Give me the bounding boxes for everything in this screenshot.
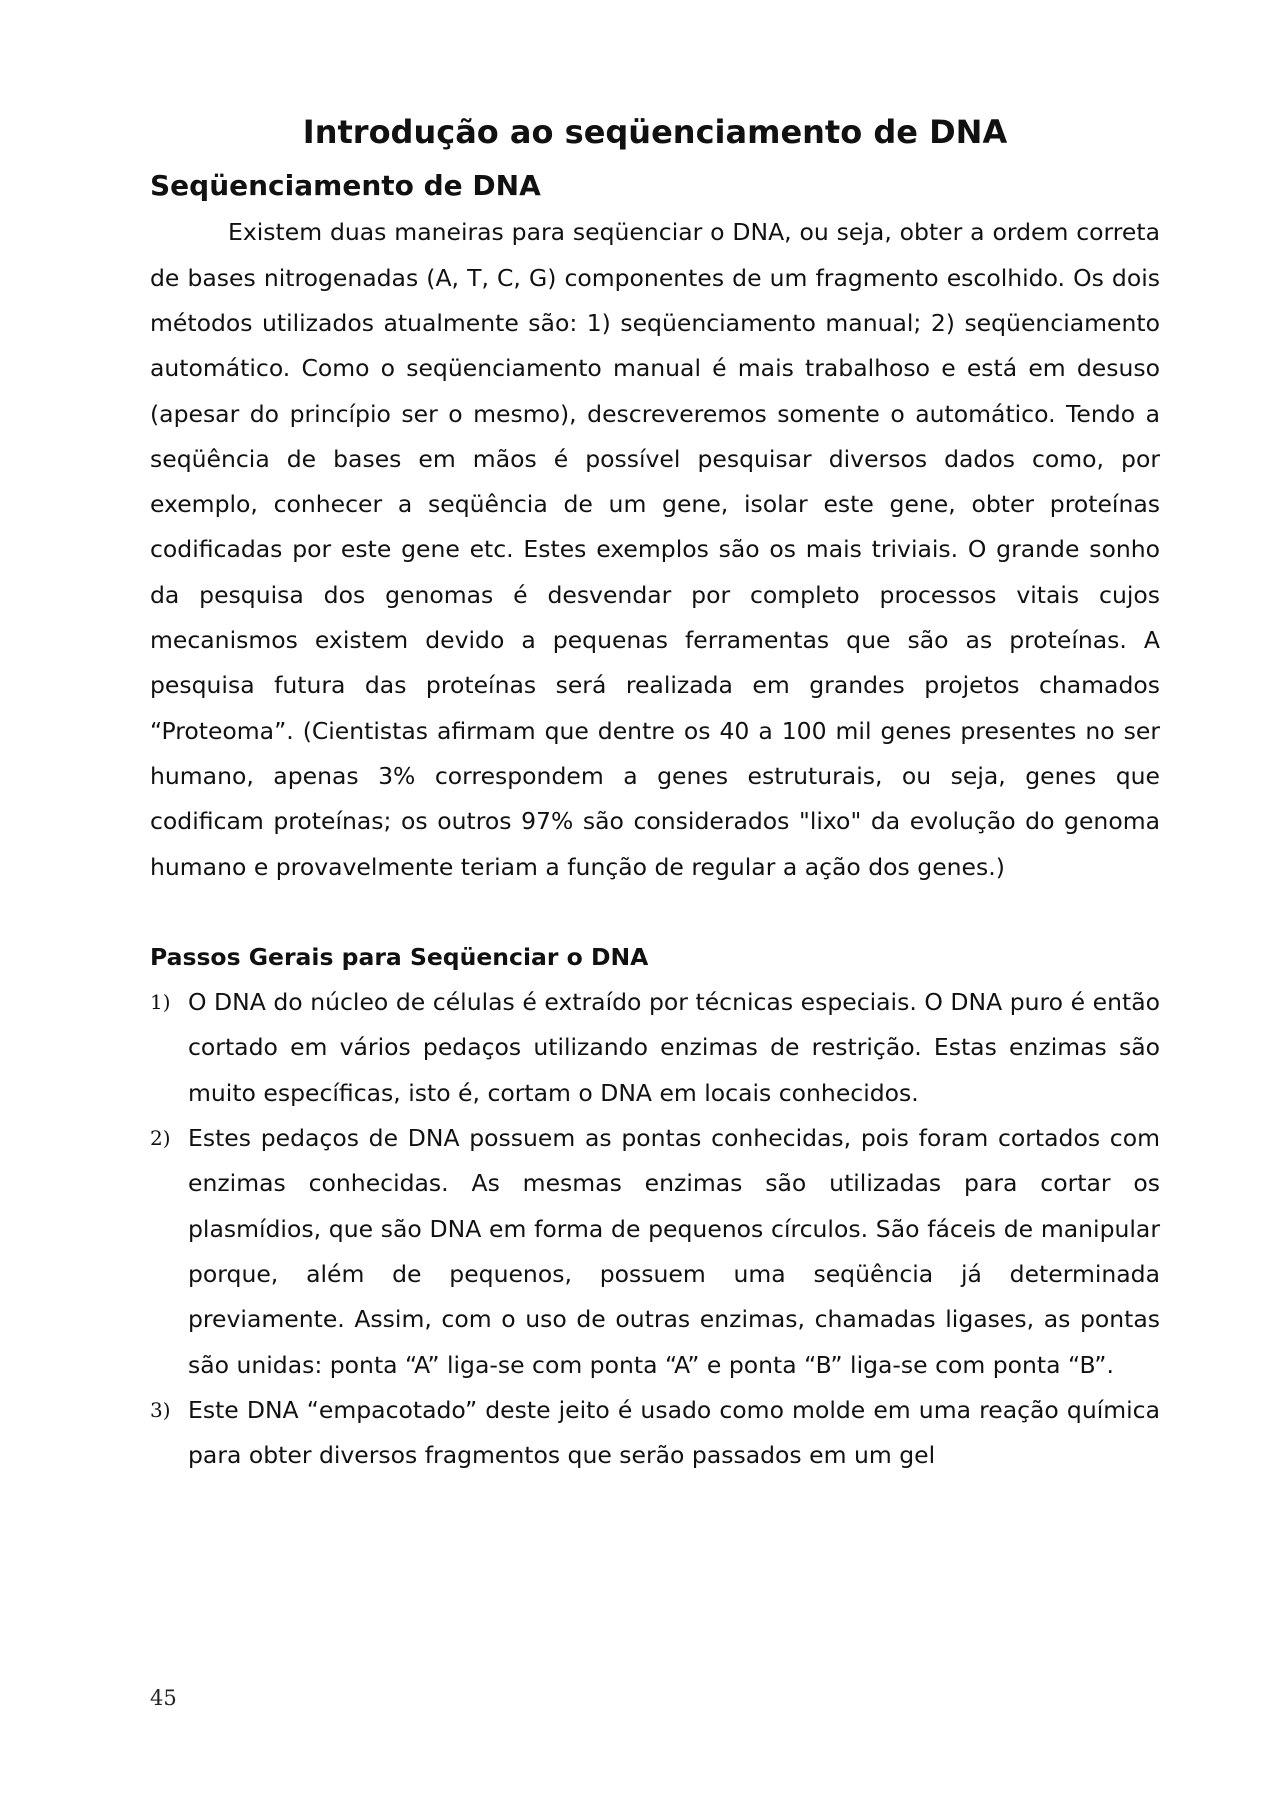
step-number: 1) <box>150 990 171 1015</box>
step-item <box>150 1388 1160 1479</box>
steps-list <box>150 980 1160 1478</box>
step-text: O DNA do núcleo de células é extraído por técnicas especiais. O DNA puro é então cortado em vários pedaços utilizando enzimas de restrição. Estas enzimas são muito específicas, isto é, cortam o DNA em locais conhecidos. <box>188 988 1160 1107</box>
page-number: 45 <box>150 1686 177 1710</box>
step-text: Este DNA “empacotado” deste jeito é usado como molde em uma reação química para obter diversos fragmentos que serão passados em um gel <box>188 1395 1160 1470</box>
subsection-heading: Passos Gerais para Seqüenciar o DNA <box>150 942 649 971</box>
step-item <box>150 1116 1160 1388</box>
step-number: 3) <box>150 1397 171 1422</box>
document-page <box>150 112 1160 1478</box>
section-heading: Seqüenciamento de DNA <box>150 169 541 202</box>
intro-paragraph: Existem duas maneiras para seqüenciar o DNA, ou seja, obter a ordem correta de bases nitrogenadas (A, T, C, G) componentes de um fragmento escolhido. Os dois métodos utilizados atualmente são: 1) seqüenciamento manual; 2) seqüenciamento automático. Como o seqüenciamento manual é mais trabalhoso e está em desuso (apesar do princípio ser o mesmo), descreveremos somente o automático. Tendo a seqüência de bases em mãos é possível pesquisar diversos dados como, por exemplo, conhecer a seqüência de um gene, isolar este gene, obter proteínas codificadas por este gene etc. Estes exemplos são os mais triviais. O grande sonho da pesquisa dos genomas é desvendar por completo processos vitais cujos mecanismos existem devido a pequenas ferramentas que são as proteínas. A pesquisa futura das proteínas será realizada em grandes projetos chamados “Proteoma”. (Cientistas afirmam que dentre os 40 a 100 mil genes presentes no ser humano, apenas 3% correspondem a genes estruturais, ou seja, genes que codificam proteínas; os outros 97% são considerados "lixo" da evolução do genoma humano e provavelmente teriam a função de regular a ação dos genes.) <box>150 218 1160 881</box>
document-title: Introdução ao seqüenciamento de DNA <box>302 113 1008 151</box>
step-text: Estes pedaços de DNA possuem as pontas conhecidas, pois foram cortados com enzimas conhecidas. As mesmas enzimas são utilizadas para cortar os plasmídios, que são DNA em forma de pequenos círculos. São fáceis de manipular porque, além de pequenos, possuem uma seqüência já determinada previamente. Assim, com o uso de outras enzimas, chamadas ligases, as pontas são unidas: ponta “A” liga-se com ponta “A” e ponta “B” liga-se com ponta “B”. <box>188 1124 1160 1379</box>
step-item <box>150 980 1160 1116</box>
step-number: 2) <box>150 1126 171 1151</box>
